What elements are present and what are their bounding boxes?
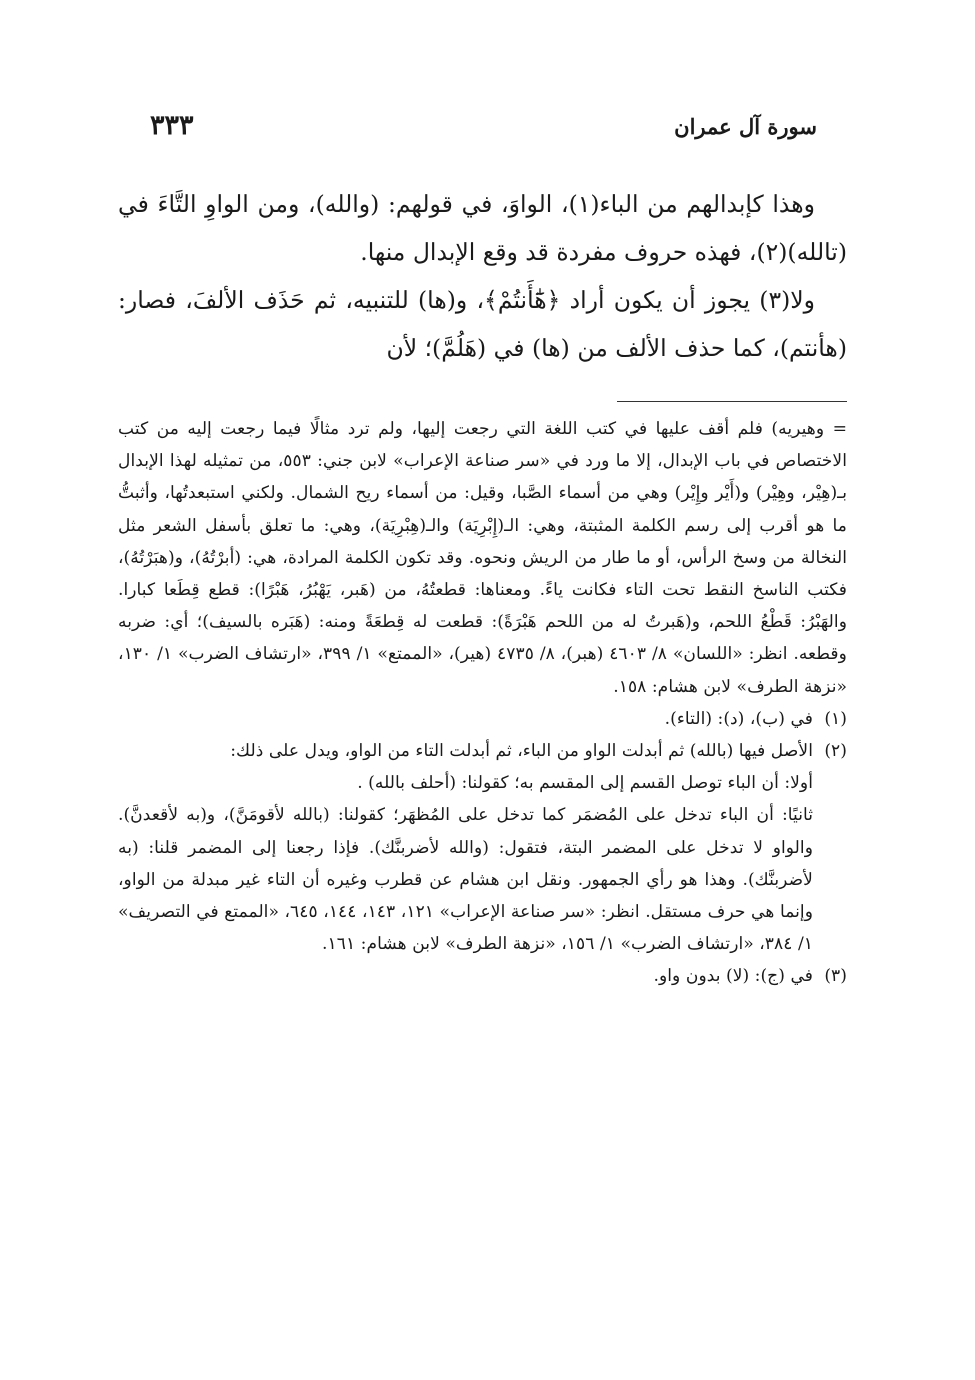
footnote-2-first-point: أولا: أن الباء توصل القسم إلى المقسم به؛ كقولنا: (أحلف بالله) . <box>357 773 813 794</box>
surah-title: سورة آل عمران <box>674 114 817 139</box>
footnote-1 <box>118 703 847 735</box>
page-header <box>150 110 817 150</box>
footnote-continuation: = وهيريه) فلم أقف عليها في كتب اللغة التي رجعت إليها، ولم ترد مثالًا فيما رجعت إليه من كتب الاختصاص في باب الإبدال، إلا ما ورد في «سر صناعة الإعراب» لابن جني: ٥٥٣، من تمثيله لهذا الإبدال بـ(هِيْر، وهِيْر) و(أَيْر وإِيْر) وهي من أسماء الصَّبا، وقيل: من أسماء ريح الشمال. ولكني استبعدتُها، وأثبتُّ ما هو أقرب إلى رسم الكلمة المثبتة، وهي: الـ(إِبْرِيَة) والـ(هِبْرِيَة)، وهي: ما تعلق بأسفل الشعر مثل النخالة من وسخ الرأس، أو ما طار من الريش ونحوه. وقد تكون الكلمة المرادة، هي: (أبرْتُهُ)، و(هبَرْتُهُ)، فكتب الناسخ النقط تحت التاء فكانت ياءً. ومعناها: قطعتُهُ، من (هَبر، يَهْبُرُ، هَبْرًا): قطع قِطَعا كبارا. والهَبْرُ: قَطْعُ اللحم، و(هَبرتُ له من اللحم هَبْرَةً): قطعت له قِطعَةً ومنه: (هَبَره بالسيف)؛ أي: ضربه وقطعه. انظر: «اللسان» ٨/ ٤٦٠٣ (هبر)، ٨/ ٤٧٣٥ (هير)، «الممتع» ١/ ٣٩٩، «ارتشاف الضرب» ١/ ١٣٠، «نزهة الطرف» لابن هشام: ١٥٨. <box>118 419 847 697</box>
footnote-3-text: في (ج): (لا) بدون واو. <box>653 966 813 987</box>
footnote-2-body <box>118 735 813 960</box>
footnote-1-number: (١) <box>824 708 847 729</box>
footnote-1-text: في (ب)، (د): (التاء). <box>664 708 813 729</box>
page-number: ٣٣٣ <box>150 110 194 141</box>
footnote-2-text: الأصل فيها (بالله) ثم أبدلت الواو من الباء، ثم أبدلت التاء من الواو، ويدل على ذلك: <box>230 741 813 762</box>
footnote-2 <box>118 735 847 960</box>
footnotes <box>118 413 847 993</box>
footnote-separator <box>617 401 847 402</box>
footnote-2-second-point: ثانيًا: أن الباء تدخل على المُضمَر كما تدخل على المُظهَر؛ كقولنا: (بالله لأقومَنَّ)، و(به لأقعدنَّ). والواو لا تدخل على المضمر البتة، فتقول: (والله لأضربنَّك). فإذا رجعنا إلى المضمر قلنا: (به لأضربنَّك). وهذا هو رأي الجمهور. ونقل ابن هشام عن قطرب وغيره أن التاء غير مبدلة من الواو، وإنما هي حرف مستقل. انظر: «سر صناعة الإعراب» ١٢١، ١٤٣، ١٤٤، ٦٤٥، «الممتع في التصريف» ١/ ٣٨٤، «ارتشاف الضرب» ١/ ١٥٦، «نزهة الطرف» لابن هشام: ١٦١. <box>118 805 813 955</box>
main-paragraph-2: ولا(٣) يجوز أن يكون أراد ﴿هَٰٓأَنتُمْ﴾، و(ها) للتنبيه، ثم حَذَف الألفَ، فصار: (هأنتم)، كما حذف الألف من (ها) في (هَلُمَّ)؛ لأن <box>118 286 847 362</box>
main-text <box>118 180 847 372</box>
main-paragraph-1: وهذا كإبدالهم من الباء(١)، الواوَ، في قولهم: (والله)، ومن الواوِ التَّاءَ في (تالله)(٢)، فهذه حروف مفردة قد وقع الإبدال منها. <box>118 190 847 266</box>
footnote-2-number: (٢) <box>824 741 847 762</box>
footnote-3-number: (٣) <box>824 966 847 987</box>
footnote-3 <box>118 960 847 992</box>
